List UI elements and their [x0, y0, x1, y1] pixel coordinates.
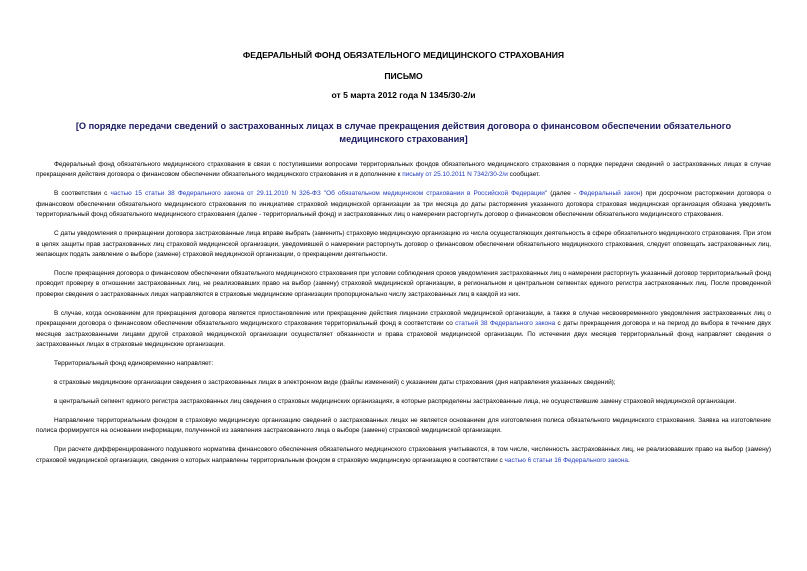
paragraph-3: С даты уведомления о прекращении договора застрахованные лица вправе выбрать (заменить) страховую медицинскую организацию из числа осуществляющих деятельность в сфере обязательного медицинского страхования. При этом в целях защиты прав застрахованных лиц страховой медицинской организации, уведомившей о намерении расторгнуть договор о финансовом обеспечении обязательного медицинского страхования, следует оповещать застрахованных лиц, желающих подать заявление о выборе (замене) страховой медицинской организации, о прекращении деятельности.	[36, 230, 771, 259]
link-article-38[interactable]: статьей 38 Федерального закона	[455, 320, 556, 328]
organization-heading: ФЕДЕРАЛЬНЫЙ ФОНД ОБЯЗАТЕЛЬНОГО МЕДИЦИНСКОГО СТРАХОВАНИЯ	[242, 50, 565, 60]
paragraph-5: В случае, когда основанием для прекращения договора является приостановление или прекращение действия лицензии страховой медицинской организации, а также в случае несвоевременного уведомления застрахованных лиц о прекращении договора о финансовом обеспечении обязательного медицинского страхования территориальный фонд в соответствии со статьей 38 Федерального закона с даты прекращения договора и на период до выбора в течение двух месяцев застрахованными лицами другой страховой медицинской организации осуществляет обязанности и права страховой медицинской организации. По истечении двух месяцев территориальный фонд направляет сведения о застрахованных лицах в страховые медицинские организации.	[36, 309, 771, 349]
paragraph-9: Направление территориальным фондом в страховую медицинскую организацию сведений о застрахованных лицах не является основанием для изготовления полиса обязательного медицинского страхования. Заявка на изготовление полиса формируется на основании информации, полученной из заявления застрахованного лица о выборе (замене) страховой медицинской организации.	[36, 417, 771, 435]
document-date-number: от 5 марта 2012 года N 1345/30-2/и	[331, 90, 476, 100]
paragraph-7: в страховые медицинские организации сведения о застрахованных лицах в электронном виде (файлы изменений) с указанием даты страхования (дня направления указанных сведений);	[54, 379, 616, 387]
document-type: ПИСЬМО	[384, 71, 423, 81]
paragraph-6: Территориальный фонд единовременно направляет:	[54, 360, 214, 368]
document-title: [О порядке передачи сведений о застрахованных лицах в случае прекращения действия договора о финансовом обеспечении обязательного медицинского страхования]	[75, 121, 732, 144]
paragraph-2: В соответствии с частью 15 статьи 38 Федерального закона от 29.11.2010 N 326-ФЗ "Об обязательном медицинском страховании в Российской Федерации" (далее - Федеральный закон) при досрочном расторжении договора о финансовом обеспечении обязательного медицинского страхования по инициативе страховой медицинской организации за три месяца до даты расторжения указанного договора страховая медицинская организация обязана уведомить территориальный фонд обязательного медицинского страхования (далее - территориальный фонд) и застрахованных лиц о намерении расторгнуть договор о финансовом обеспечении обязательного медицинского страхования.	[36, 190, 771, 219]
paragraph-1: Федеральный фонд обязательного медицинского страхования в связи с поступившими вопросами территориальных фондов обязательного медицинского страхования о порядке передачи сведений о застрахованных лицах в случае прекращения действия договора о финансовом обеспечении обязательного медицинского страхования и в дополнение к письму от 25.10.2011 N 7342/30-2/и сообщает.	[36, 161, 771, 179]
link-letter-2011[interactable]: письму от 25.10.2011 N 7342/30-2/и	[402, 171, 508, 179]
link-article-16[interactable]: частью 6 статьи 16 Федерального закона	[504, 456, 628, 464]
paragraph-8: в центральный сегмент единого регистра застрахованных лиц сведения о страховых медицинских организациях, в которые распределены застрахованные лица, не осуществившие замену страховой медицинской организации.	[54, 398, 737, 406]
document-body	[36, 160, 771, 475]
paragraph-10: При расчете дифференцированного подушевого норматива финансового обеспечения обязательного медицинского страхования учитываются, в том числе, численность застрахованных лиц, не реализовавших право на выбор (замену) страховой медицинской организации, сведения о которых направлены территориальным фондом в страховую медицинскую организацию в соответствии с частью 6 статьи 16 Федерального закона.	[36, 446, 771, 464]
link-federal-law[interactable]: Федеральный закон	[578, 190, 641, 198]
link-federal-law-326[interactable]: частью 15 статьи 38 Федерального закона от 29.11.2010 N 326-ФЗ "Об обязательном медицинском страховании в Российской Федерации"	[110, 190, 548, 198]
paragraph-4: После прекращения договора о финансовом обеспечении обязательного медицинского страхования при условии соблюдения сроков уведомления застрахованных лиц о намерении расторгнуть указанный договор территориальный фонд проводит проверку в отношении застрахованных лиц, не реализовавших право на выбор (замену) страховой медицинской организации, в региональном и центральном сегментах единого регистра застрахованных лиц. После проведенной проверки сведения о застрахованных лицах направляются в страховые медицинские организации пропорционально числу застрахованных лиц в каждой из них.	[36, 270, 771, 298]
